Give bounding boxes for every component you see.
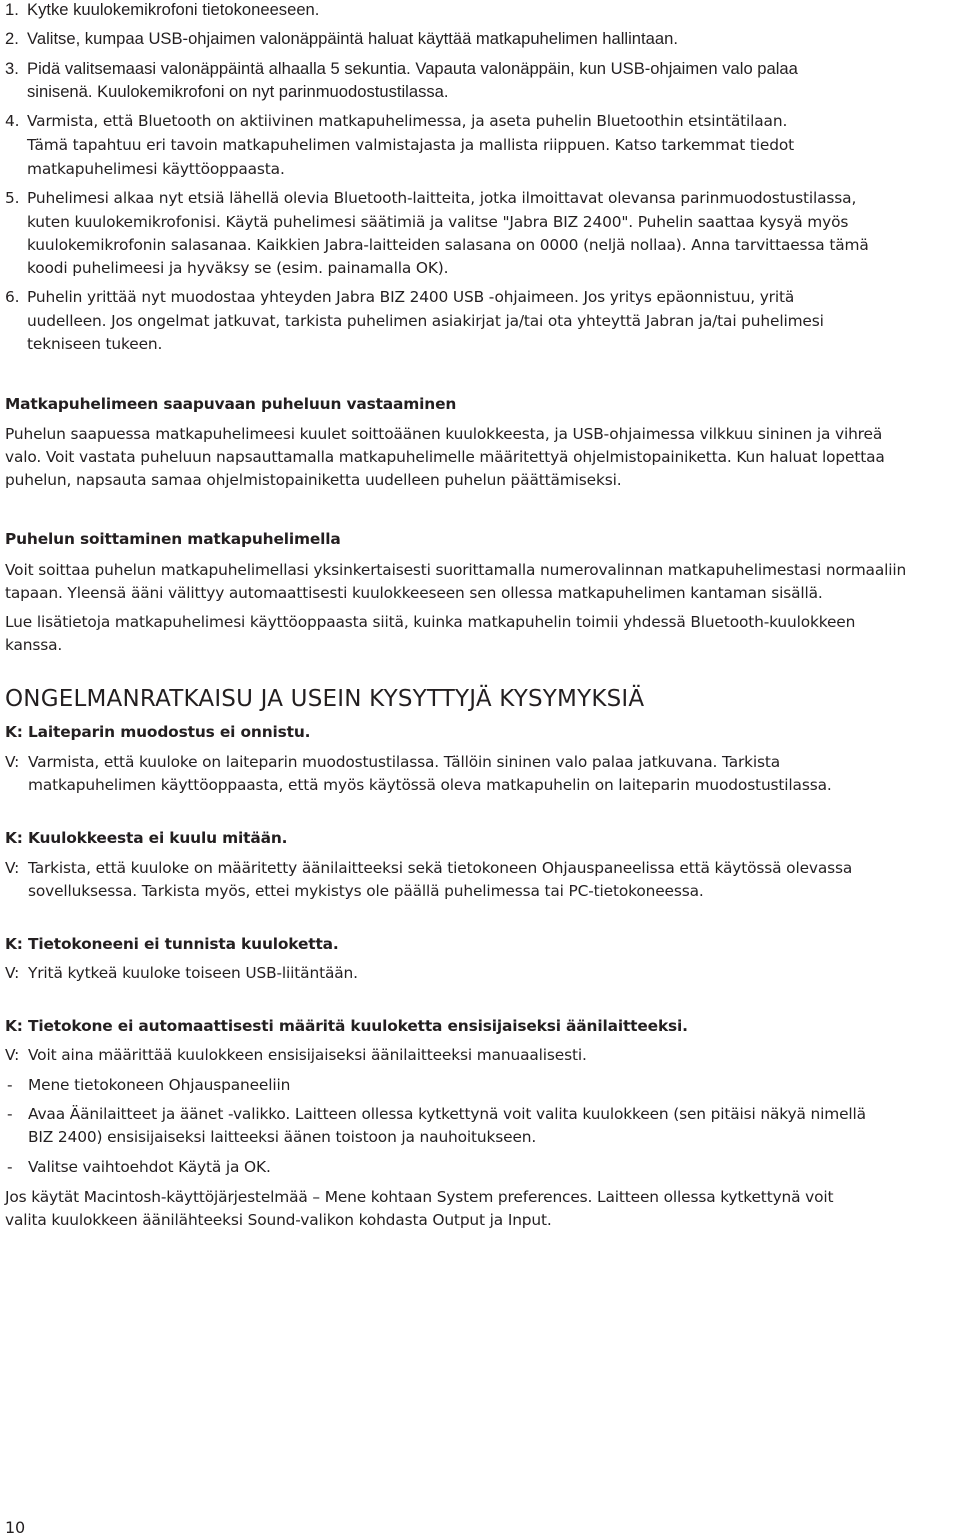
answer-prefix: V:	[5, 1046, 20, 1064]
question-prefix: K:	[5, 723, 23, 741]
answer-text: matkapuhelimen käyttöoppaasta, että myös käytössä oleva matkapuhelin on laiteparin muodostustilassa.	[28, 776, 832, 794]
paragraph-line: Lue lisätietoja matkapuhelimesi käyttöoppaasta siitä, kuinka matkapuhelin toimii yhdessä Bluetooth-kuulokkeen	[5, 613, 856, 631]
step-text: sinisenä. Kuulokemikrofoni on nyt parinmuodostustilassa.	[27, 82, 449, 101]
answer-text: Yritä kytkeä kuuloke toiseen USB-liitäntään.	[28, 964, 358, 982]
step-text: koodi puhelimeesi ja hyväksy se (esim. painamalla OK).	[27, 259, 449, 277]
answer-text: Varmista, että kuuloke on laiteparin muodostustilassa. Tällöin sininen valo palaa jatkuvana. Tarkista	[28, 753, 781, 771]
question-prefix: K:	[5, 1017, 23, 1035]
answer-prefix: V:	[5, 753, 20, 771]
paragraph-line: valita kuulokkeen äänilähteeksi Sound-valikon kohdasta Output ja Input.	[5, 1211, 552, 1229]
page-number: 10	[5, 1518, 26, 1537]
answer-text: Tarkista, että kuuloke on määritetty äänilaitteeksi sekä tietokoneen Ohjauspaneelissa että käytössä olevassa	[28, 859, 853, 877]
step-text: Valitse, kumpaa USB-ohjaimen valonäppäintä haluat käyttää matkapuhelimen hallintaan.	[27, 29, 678, 48]
bullet-dash: -	[7, 1105, 13, 1123]
step-number: 6.	[5, 288, 20, 306]
bullet-dash: -	[7, 1158, 13, 1176]
question-prefix: K:	[5, 935, 23, 953]
answer-prefix: V:	[5, 859, 20, 877]
question-text: Laiteparin muodostus ei onnistu.	[28, 723, 311, 741]
step-number: 1.	[5, 0, 19, 19]
answer-text: sovelluksessa. Tarkista myös, ettei mykistys ole päällä puhelimessa tai PC-tietokoneessa.	[28, 882, 704, 900]
troubleshooting-title: ONGELMANRATKAISU JA USEIN KYSYTTYJÄ KYSYMYKSIÄ	[5, 686, 645, 712]
answer-text: Voit aina määrittää kuulokkeen ensisijaiseksi äänilaitteeksi manuaalisesti.	[28, 1046, 587, 1064]
step-number: 4.	[5, 112, 20, 130]
paragraph-line: Voit soittaa puhelun matkapuhelimellasi yksinkertaisesti suorittamalla numerovalinnan matkapuhelimestasi normaaliin	[5, 561, 907, 579]
step-text: Kytke kuulokemikrofoni tietokoneeseen.	[27, 0, 320, 19]
question-text: Kuulokkeesta ei kuulu mitään.	[28, 829, 288, 847]
bullet-text: Mene tietokoneen Ohjauspaneeliin	[28, 1076, 291, 1094]
step-number: 5.	[5, 189, 20, 207]
paragraph-line: valo. Voit vastata puheluun napsauttamalla matkapuhelimelle määritettyä ohjelmistopainiketta. Kun haluat lopettaa	[5, 448, 885, 466]
paragraph-line: puhelun, napsauta samaa ohjelmistopainiketta uudelleen puhelun päättämiseksi.	[5, 471, 622, 489]
paragraph-line: Jos käytät Macintosh-käyttöjärjestelmää – Mene kohtaan System preferences. Laitteen ollessa kytkettynä voit	[5, 1188, 834, 1206]
paragraph-line: Puhelun saapuessa matkapuhelimeesi kuulet soittoäänen kuulokkeesta, ja USB-ohjaimessa vilkkuu sininen ja vihreä	[5, 425, 883, 443]
step-text: Puhelimesi alkaa nyt etsiä lähellä olevia Bluetooth-laitteita, jotka ilmoittavat olevansa parinmuodostustilassa,	[27, 189, 857, 207]
paragraph-line: tapaan. Yleensä ääni välittyy automaattisesti kuulokkeeseen sen ollessa matkapuhelimen kantaman sisällä.	[5, 584, 823, 602]
step-text: kuten kuulokemikrofonisi. Käytä puhelimesi säätimiä ja valitse "Jabra BIZ 2400". Puhelin saattaa kysyä myös	[27, 213, 849, 231]
step-text: Varmista, että Bluetooth on aktiivinen matkapuhelimessa, ja aseta puhelin Bluetoothin etsintätilaan.	[27, 112, 788, 130]
step-number: 3.	[5, 59, 19, 78]
section-heading: Matkapuhelimeen saapuvaan puheluun vastaaminen	[5, 395, 457, 413]
step-number: 2.	[5, 29, 19, 48]
question-text: Tietokoneeni ei tunnista kuuloketta.	[28, 935, 339, 953]
step-text: Puhelin yrittää nyt muodostaa yhteyden Jabra BIZ 2400 USB -ohjaimeen. Jos yritys epäonnistuu, yritä	[27, 288, 795, 306]
step-text: Tämä tapahtuu eri tavoin matkapuhelimen valmistajasta ja mallista riippuen. Katso tarkemmat tiedot	[27, 136, 794, 154]
bullet-text: BIZ 2400) ensisijaiseksi laitteeksi äänen toistoon ja nauhoitukseen.	[28, 1128, 537, 1146]
question-prefix: K:	[5, 829, 23, 847]
answer-prefix: V:	[5, 964, 20, 982]
step-text: Pidä valitsemaasi valonäppäintä alhaalla 5 sekuntia. Vapauta valonäppäin, kun USB-ohjaimen valo palaa	[27, 59, 798, 78]
step-text: uudelleen. Jos ongelmat jatkuvat, tarkista puhelimen asiakirjat ja/tai ota yhteyttä Jabran ja/tai puhelimesi	[27, 312, 824, 330]
bullet-text: Avaa Äänilaitteet ja äänet -valikko. Laitteen ollessa kytkettynä voit valita kuulokkeen (sen pitäisi näkyä nimellä	[28, 1105, 866, 1123]
question-text: Tietokone ei automaattisesti määritä kuuloketta ensisijaiseksi äänilaitteeksi.	[28, 1017, 688, 1035]
bullet-dash: -	[7, 1076, 13, 1094]
section-heading: Puhelun soittaminen matkapuhelimella	[5, 530, 341, 548]
step-text: kuulokemikrofonin salasanaa. Kaikkien Jabra-laitteiden salasana on 0000 (neljä nollaa). Anna tarvittaessa tämä	[27, 236, 869, 254]
step-text: matkapuhelimesi käyttöoppaasta.	[27, 160, 285, 178]
step-text: tekniseen tukeen.	[27, 335, 163, 353]
bullet-text: Valitse vaihtoehdot Käytä ja OK.	[28, 1158, 271, 1176]
paragraph-line: kanssa.	[5, 636, 63, 654]
